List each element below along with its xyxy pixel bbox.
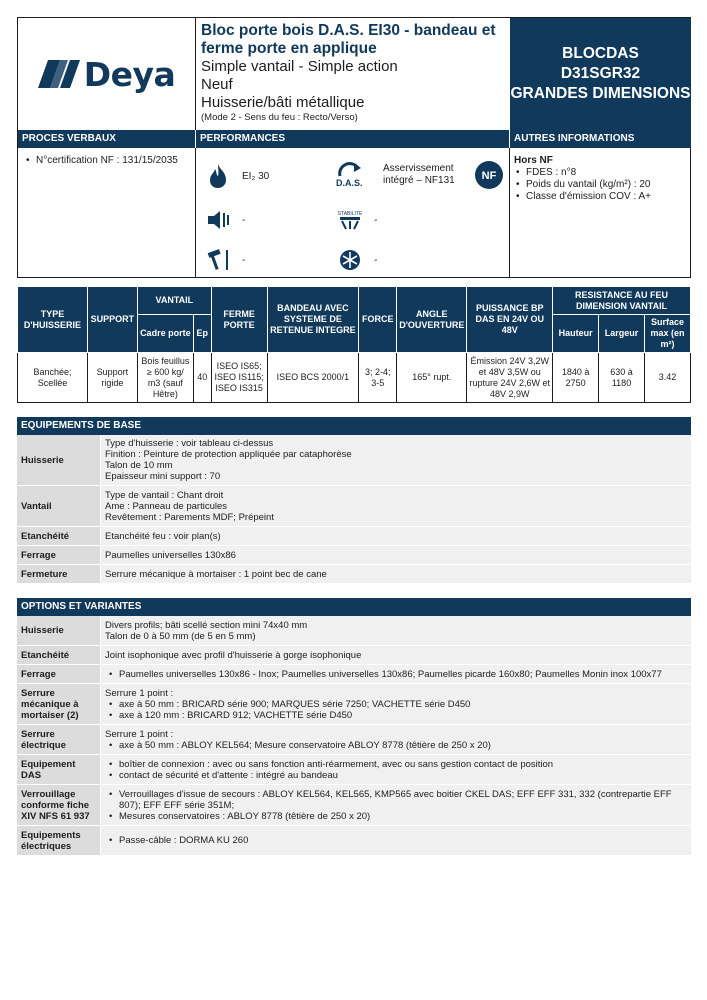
das-label: D.A.S. (336, 178, 363, 188)
table-row (17, 725, 691, 755)
row-line: Epaisseur mini support : 70 (105, 471, 221, 482)
proces-verbaux-heading: PROCES VERBAUX (18, 130, 196, 148)
row-line: Serrure mécanique à mortaiser : 1 point bec de cane (105, 568, 327, 580)
shock-value: - (242, 254, 246, 266)
header-ep: Ep (193, 315, 211, 353)
row-label: Huisserie (17, 616, 101, 645)
row-label: Etanchéité (17, 646, 101, 664)
autres-informations-heading: AUTRES INFORMATIONS (510, 130, 691, 148)
spec-table (17, 286, 691, 403)
row-content (101, 755, 691, 784)
title-box (196, 18, 510, 130)
reference-line-2: D31SGR32 (560, 65, 641, 82)
row-label: Ferrage (17, 665, 101, 683)
speaker-icon (204, 206, 232, 234)
header-surface: Surface max (en m²) (645, 315, 691, 353)
nf-badge (474, 160, 504, 190)
row-content (101, 684, 691, 724)
row-line: Ame : Panneau de particules (105, 500, 227, 512)
header-ferme-porte: FERME PORTE (211, 287, 267, 353)
row-line: Etanchéité feu : voir plan(s) (105, 530, 221, 542)
row-line: Divers profils; bâti scellé section mini 74x40 mm (105, 619, 308, 631)
hors-nf-heading: Hors NF (514, 155, 553, 166)
options-section (17, 598, 691, 856)
row-bullet: • Verrouillages d'issue de secours : ABLOY KEL564, KEL565, KMP565 avec boitier CKEL DAS; EFF EFF 331, 332 (contrepartie EFF 807); EFF EFF série 351M; (105, 789, 687, 811)
row-content (101, 665, 691, 683)
table-row (17, 646, 691, 665)
row-content (101, 527, 691, 545)
row-content (101, 486, 691, 526)
header-block (17, 17, 691, 278)
certification-item: • N°certification NF : 131/15/2035 (24, 155, 189, 166)
header-resistance: RESISTANCE AU FEU DIMENSION VANTAIL (553, 287, 691, 315)
cold-value: - (374, 254, 378, 266)
acoustic-performance (204, 206, 245, 234)
reference-line-3: GRANDES DIMENSIONS (510, 85, 691, 102)
reference-box (510, 18, 691, 130)
cell-puissance: Émission 24V 3,2W et 48V 3,5W ou rupture 24V 2,6W et 48V 2,9W (467, 353, 553, 403)
header-hauteur: Hauteur (553, 315, 599, 353)
title-line-3: Huisserie/bâti métallique (201, 94, 365, 111)
row-line: Talon de 10 mm (105, 460, 173, 471)
stability-performance (336, 206, 377, 234)
row-label: Serrure mécanique à mortaiser (2) (17, 684, 101, 724)
flame-icon (204, 162, 232, 190)
header-largeur: Largeur (599, 315, 645, 353)
row-bullet: • axe à 50 mm : ABLOY KEL564; Mesure conservatoire ABLOY 8778 (têtière de 250 x 20) (105, 740, 687, 751)
acoustic-value: - (242, 214, 246, 226)
table-row (17, 527, 691, 546)
row-label: Serrure électrique (17, 725, 101, 754)
row-label: Vantail (17, 486, 101, 526)
row-content (101, 565, 691, 583)
row-line: Serrure 1 point : (105, 687, 174, 699)
cell-type: Banchée; Scellée (18, 353, 88, 403)
header-angle: ANGLE D'OUVERTURE (397, 287, 467, 353)
row-line: Paumelles universelles 130x86 (105, 549, 236, 561)
row-label: Huisserie (17, 435, 101, 485)
table-row (17, 665, 691, 684)
header-puissance: PUISSANCE BP DAS EN 24V OU 48V (467, 287, 553, 353)
table-row (18, 353, 691, 403)
row-label: Equipement DAS (17, 755, 101, 784)
autres-item: • Classe d'émission COV : A+ (514, 191, 687, 203)
row-content (101, 646, 691, 664)
row-content (101, 725, 691, 754)
stability-value: - (374, 214, 378, 226)
row-bullet: • Passe-câble : DORMA KU 260 (105, 835, 687, 846)
cell-angle: 165° rupt. (397, 353, 467, 403)
deya-logo (38, 55, 176, 94)
row-bullet: • axe à 50 mm : BRICARD série 900; MARQUES série 7250; VACHETTE série D450 (105, 699, 687, 710)
deya-logo-icon (38, 60, 80, 88)
header-support: SUPPORT (87, 287, 137, 353)
title-note: (Mode 2 - Sens du feu : Recto/Verso) (201, 112, 358, 123)
row-bullet: • Mesures conservatoires : ABLOY 8778 (têtière de 250 x 20) (105, 811, 687, 822)
title-line-1: Simple vantail - Simple action (201, 58, 398, 75)
reference-line-1: BLOCDAS (562, 45, 639, 62)
row-line: Revêtement : Parements MDF; Prépeint (105, 511, 274, 523)
autres-item: • Poids du vantail (kg/m²) : 20 (514, 179, 687, 191)
row-label: Etanchéité (17, 527, 101, 545)
row-line: Talon de 0 à 50 mm (de 5 en 5 mm) (105, 630, 256, 642)
table-row (17, 486, 691, 527)
table-row (17, 684, 691, 725)
nf-logo-text: NF (481, 170, 497, 182)
stability-label: STABILITE (337, 211, 363, 217)
das-badge (336, 160, 363, 188)
row-bullet: • boîtier de connexion : avec ou sans fonction anti-réarmement, avec ou sans gestion contact de position (105, 759, 687, 770)
row-content (101, 616, 691, 645)
autres-informations-body (510, 148, 691, 278)
cell-support: Support rigide (87, 353, 137, 403)
proces-verbaux-body (18, 148, 196, 278)
das-icon (336, 160, 362, 178)
table-row (17, 755, 691, 785)
table-row (17, 565, 691, 584)
cell-ep: 40 (193, 353, 211, 403)
snowflake-icon (336, 246, 364, 274)
cold-performance (336, 246, 377, 274)
options-rows (17, 616, 691, 856)
equipements-rows (17, 435, 691, 584)
header-force: FORCE (359, 287, 397, 353)
table-row (17, 435, 691, 486)
shock-performance (204, 246, 245, 274)
equipements-heading: EQUIPEMENTS DE BASE (17, 417, 691, 435)
cell-cadre: Bois feuillus ≥ 600 kg/ m3 (sauf Hêtre) (137, 353, 193, 403)
cell-hauteur: 1840 à 2750 (553, 353, 599, 403)
fire-performance (204, 162, 269, 190)
row-line: Type de vantail : Chant droit (105, 489, 224, 501)
table-row (17, 546, 691, 565)
row-content (101, 785, 691, 825)
header-type: TYPE D'HUISSERIE (18, 287, 88, 353)
nf-logo-icon (474, 160, 504, 190)
table-row (17, 785, 691, 826)
title-line-2: Neuf (201, 76, 233, 93)
row-line: Joint isophonique avec profil d'huisserie à gorge isophonique (105, 649, 362, 661)
cell-bandeau: ISEO BCS 2000/1 (267, 353, 359, 403)
row-label: Fermeture (17, 565, 101, 583)
cell-ferme-porte: ISEO IS65; ISEO IS115; ISEO IS315 (211, 353, 267, 403)
row-bullet: • contact de sécurité et d'attente : intégré au bandeau (105, 770, 687, 781)
hammer-icon (204, 246, 232, 274)
stability-icon (336, 206, 364, 234)
row-label: Equipements électriques (17, 826, 101, 855)
row-content (101, 435, 691, 485)
performances-body (196, 148, 510, 278)
table-row (17, 826, 691, 856)
header-bandeau: BANDEAU AVEC SYSTEME DE RETENUE INTEGRE (267, 287, 359, 353)
cell-surface: 3.42 (645, 353, 691, 403)
row-line: Finition : Peinture de protection appliquée par cataphorèse (105, 449, 352, 460)
asservissement-text: Asservissement intégré – NF131 (383, 163, 455, 186)
logo-text: Deya (83, 54, 176, 94)
product-title: Bloc porte bois D.A.S. EI30 - bandeau et ferme porte en applique (201, 22, 496, 57)
equipements-section (17, 417, 691, 584)
options-heading: OPTIONS ET VARIANTES (17, 598, 691, 616)
autres-item: • FDES : n°8 (514, 167, 687, 179)
logo-box (18, 18, 196, 130)
cell-largeur: 630 à 1180 (599, 353, 645, 403)
row-content (101, 826, 691, 855)
row-line: Type d'huisserie : voir tableau ci-dessus (105, 438, 274, 449)
row-label: Verrouillage conforme fiche XIV NFS 61 937 (17, 785, 101, 825)
row-label: Ferrage (17, 546, 101, 564)
performances-heading: PERFORMANCES (196, 130, 510, 148)
fire-rating: EI₂ 30 (242, 170, 270, 182)
row-line: Serrure 1 point : (105, 728, 174, 740)
header-cadre: Cadre porte (137, 315, 193, 353)
row-content (101, 546, 691, 564)
cell-force: 3; 2-4; 3-5 (359, 353, 397, 403)
header-vantail: VANTAIL (137, 287, 211, 315)
table-row (17, 616, 691, 646)
row-bullet: • axe à 120 mm : BRICARD 912; VACHETTE série D450 (105, 710, 687, 721)
row-bullet: • Paumelles universelles 130x86 - Inox; Paumelles universelles 130x86; Paumelles picarde 160x80; Paumelles Monin inox 100x77 (105, 669, 687, 680)
